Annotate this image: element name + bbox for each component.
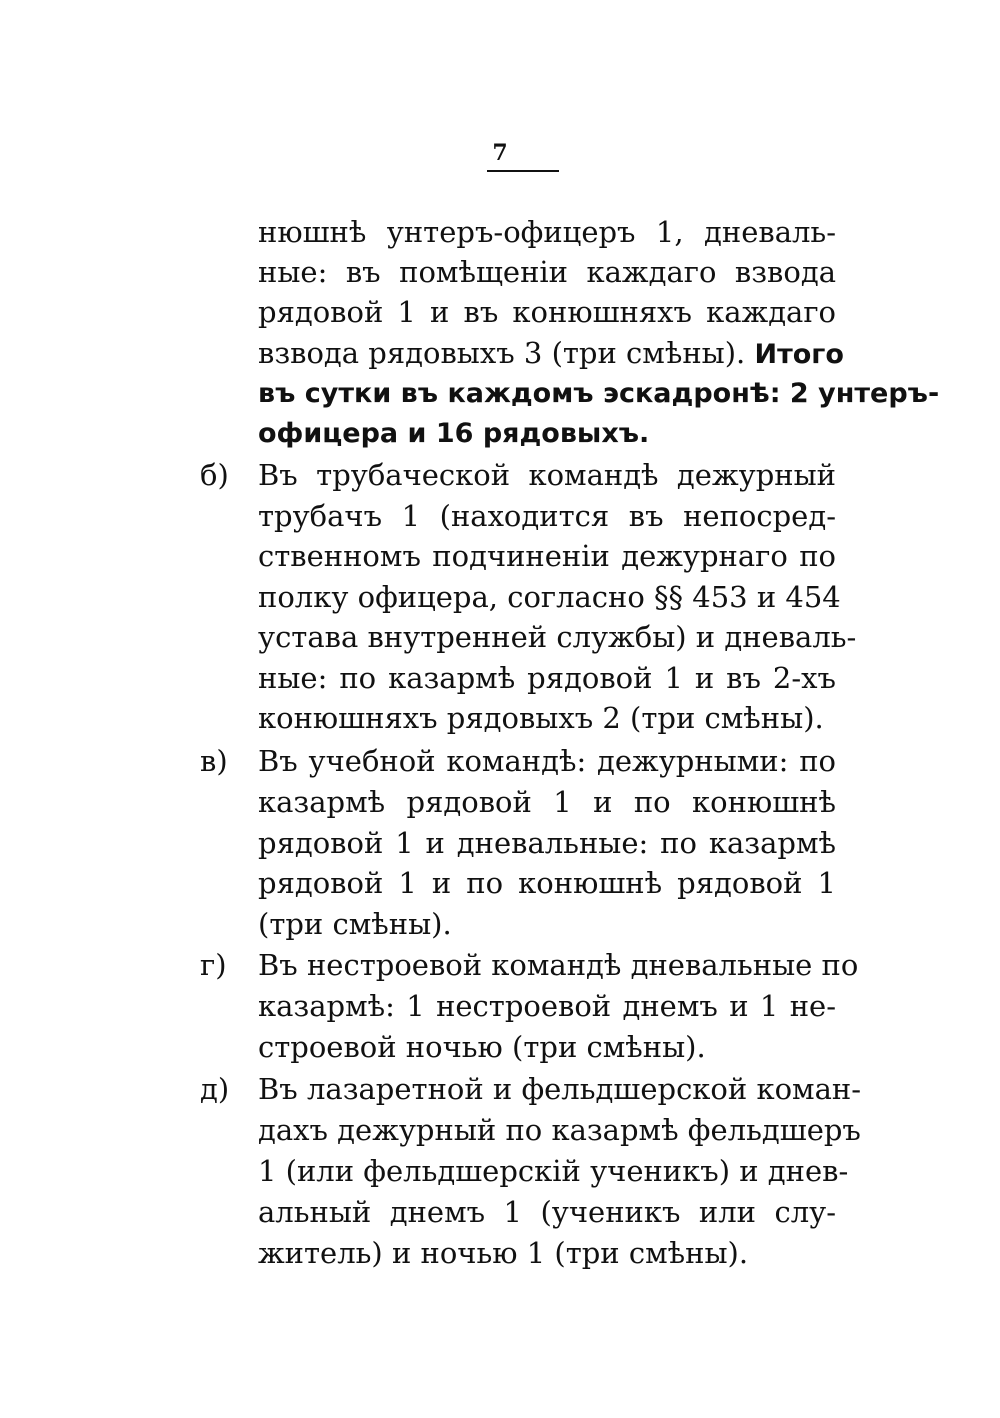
- text-line: альный днемъ 1 (ученикъ или слу-: [258, 1195, 836, 1229]
- text-line: трубачъ 1 (находится въ непосред-: [258, 499, 836, 533]
- text-line: 1 (или фельдшерскій ученикъ) и днев-: [258, 1154, 849, 1188]
- bold-text-line: въ сутки въ каждомъ эскадронѣ: 2 унтеръ-: [258, 378, 940, 409]
- text-line: нюшнѣ унтеръ-офицеръ 1, дневаль-: [258, 215, 836, 249]
- text-line: Въ трубаческой командѣ дежурный: [258, 458, 836, 492]
- text-line: (три смѣны).: [258, 907, 452, 941]
- text-run: взвода рядовыхъ 3 (три смѣны).: [258, 336, 746, 370]
- text-line: полку офицера, согласно §§ 453 и 454: [258, 580, 841, 614]
- text-line: устава внутренней службы) и дневаль-: [258, 620, 857, 654]
- text-line: рядовой 1 и дневальные: по казармѣ: [258, 826, 836, 860]
- text-line: казармѣ рядовой 1 и по конюшнѣ: [258, 785, 836, 819]
- text-line: дахъ дежурный по казармѣ фельдшеръ: [258, 1113, 861, 1147]
- text-line: конюшняхъ рядовыхъ 2 (три смѣны).: [258, 701, 824, 735]
- list-marker: в): [200, 744, 228, 778]
- text-line: ственномъ подчиненіи дежурнаго по: [258, 539, 836, 573]
- text-line: рядовой 1 и въ конюшняхъ каждаго: [258, 295, 836, 329]
- text-line: ные: въ помѣщеніи каждаго взвода: [258, 255, 836, 289]
- text-line: рядовой 1 и по конюшнѣ рядовой 1: [258, 866, 836, 900]
- bold-total-label: Итого: [754, 339, 844, 370]
- page-number: 7: [492, 140, 508, 166]
- text-line: житель) и ночью 1 (три смѣны).: [258, 1236, 749, 1270]
- text-line: Въ учебной командѣ: дежурными: по: [258, 744, 836, 778]
- text-line: строевой ночью (три смѣны).: [258, 1030, 706, 1064]
- text-line: Въ нестроевой командѣ дневальные по: [258, 948, 859, 982]
- list-marker: д): [200, 1072, 230, 1106]
- page-number-rule: [487, 170, 559, 172]
- text-line: казармѣ: 1 нестроевой днемъ и 1 не-: [258, 989, 836, 1023]
- text-line: Въ лазаретной и фельдшерской коман-: [258, 1072, 861, 1106]
- bold-text-line: офицера и 16 рядовыхъ.: [258, 418, 650, 449]
- list-marker: б): [200, 458, 229, 492]
- text-line: [258, 333, 844, 373]
- list-marker: г): [200, 948, 227, 982]
- text-line: ные: по казармѣ рядовой 1 и въ 2-хъ: [258, 661, 836, 695]
